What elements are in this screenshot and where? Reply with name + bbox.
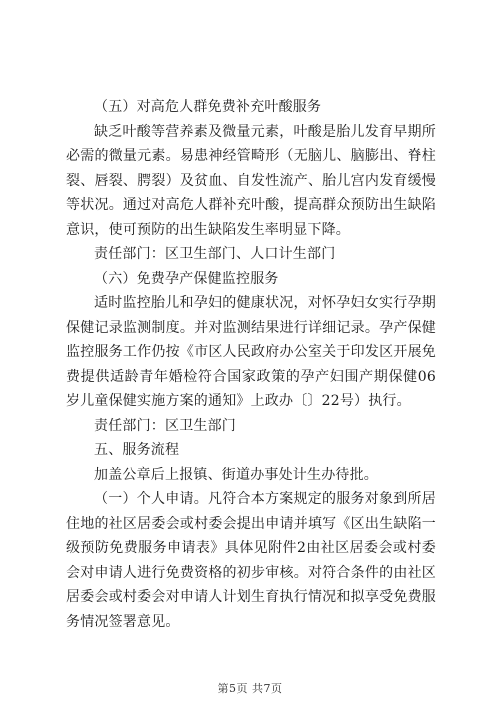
paragraph-responsible-departments-2: 责任部门：区卫生部门 [94,417,236,434]
page-footer: 第5页 共7页 [217,682,283,695]
paragraph-pregnancy-monitoring-description: 适时监控胎儿和孕妇的健康状况，对怀孕妇女实行孕期保健记录监测制度。并对监测结果进行详细记录。孕产保健监控服务工作仍按《市区人民政府办公室关于印发区开展免费提供适龄青年婚检符合国家政策的孕产妇围产期保健06岁儿童保健实施方案的通知》上政办〔〕22号）执行。 [66,295,436,409]
section-heading-pregnancy-monitoring: （六）免费孕产保健监控服务 [94,270,279,287]
paragraph-responsible-departments-1: 责任部门：区卫生部门、人口计生部门 [94,246,336,262]
section-heading-folic-acid: （五）对高危人群免费补充叶酸服务 [94,99,322,115]
paragraph-personal-application: （一）个人申请。凡符合本方案规定的服务对象到所居住地的社区居委会或村委会提出申请并填写《区出生缺陷一级预防免费服务申请表》具体见附件2由社区居委会或村委会对申请人进行免费资格的初步审核。对符合条件的由社区居委会或村委会对申请人计划生育执行情况和拟享受免费服务情况签署意见。 [66,491,436,630]
paragraph-stamp-approval: 加盖公章后上报镇、街道办事处计生办待批。 [94,466,378,483]
paragraph-folic-acid-description: 缺乏叶酸等营养素及微量元素，叶酸是胎儿发育早期所必需的微量元素。易患神经管畸形（无脑儿、脑膨出、脊柱裂、唇裂、腭裂）及贫血、自发性流产、胎儿宫内发育缓慢等状况。通过对高危人群补充叶酸，提高群众预防出生缺陷意识，使可预防的出生缺陷发生率明显下降。 [66,123,436,238]
section-heading-service-process: 五、服务流程 [94,442,180,458]
document-body [66,95,436,634]
